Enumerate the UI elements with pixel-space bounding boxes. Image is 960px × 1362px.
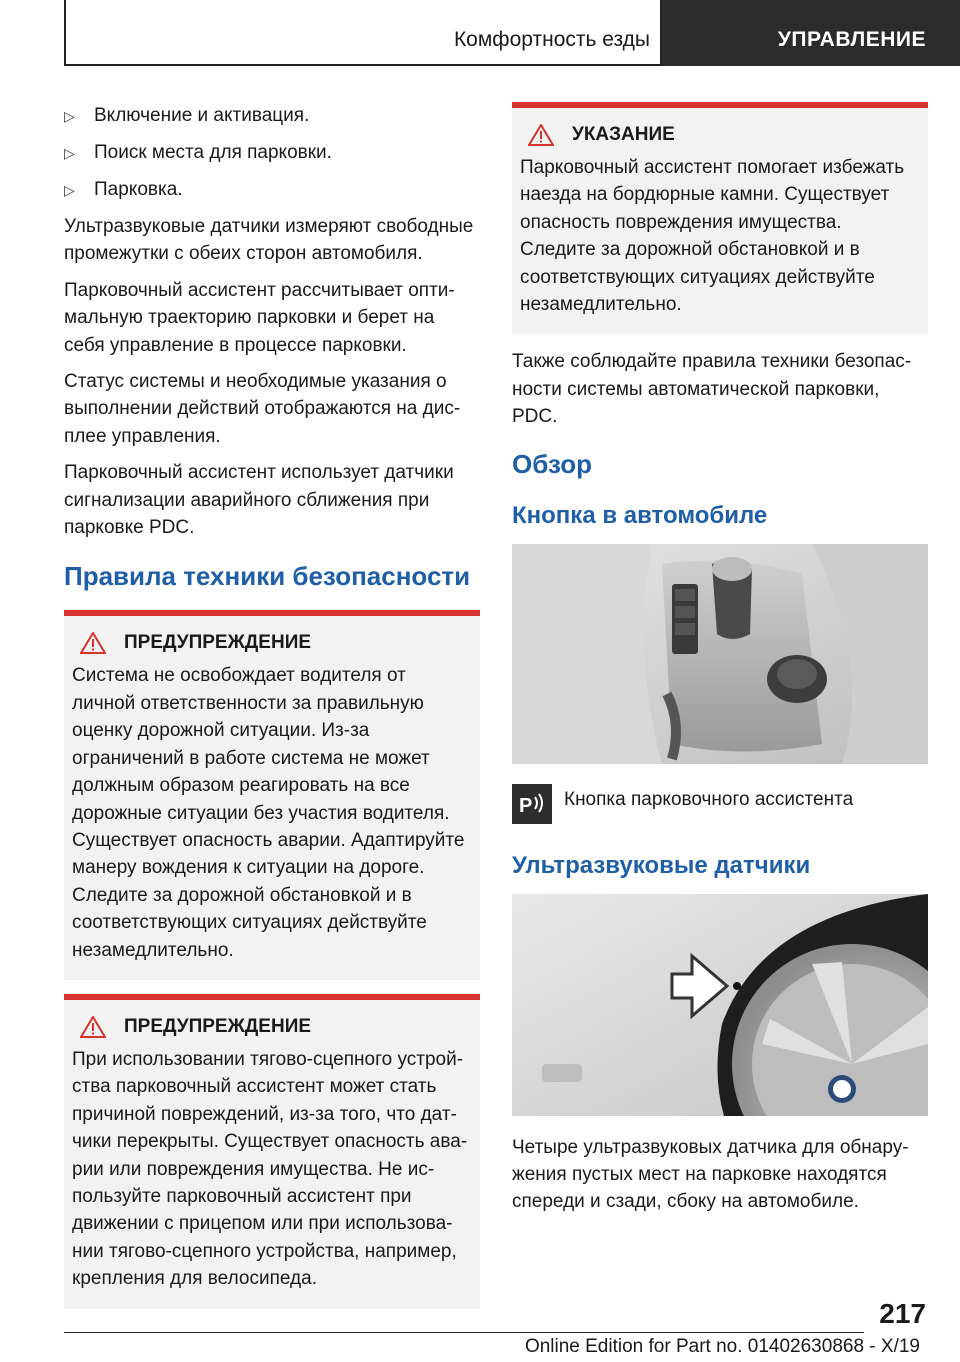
- button-caption-row: [512, 784, 928, 824]
- body-paragraph: Статус системы и необходимые указания о выполнении действий отображаются на дисплее управления.: [64, 371, 461, 447]
- warning-triangle-icon: [80, 632, 106, 654]
- footer-edition: Online Edition for Part no. 01402630868 - X/19: [524, 1336, 920, 1357]
- warning-title: ПРЕДУПРЕЖДЕНИЕ: [124, 1015, 312, 1037]
- sensors-heading: Ультразвуковые датчики: [512, 851, 811, 879]
- button-heading: Кнопка в автомобиле: [512, 501, 768, 529]
- list-item: [64, 139, 480, 167]
- page-number: 217: [879, 1298, 926, 1329]
- body-paragraph: Также соблюдайте правила техники безопасности системы автоматической парковки, PDC.: [512, 351, 912, 428]
- body-paragraph: Ультразвуковые датчики измеряют свободные промежутки с обеих сторон автомобиля.: [64, 216, 474, 265]
- warning-header: [80, 1016, 472, 1038]
- wheel-illustration: [512, 894, 928, 1116]
- warning-triangle-icon: [80, 1016, 106, 1038]
- sensors-paragraph: Четыре ультразвуковых датчика для обнаружения пустых мест на парковке находятся спереди и сзади, сбоку на автомобиле.: [512, 1136, 909, 1213]
- svg-text:P: P: [519, 794, 533, 817]
- list-item: [64, 102, 480, 130]
- warning-box: [64, 994, 480, 1309]
- triangle-bullet-icon: ▷: [64, 182, 75, 198]
- overview-heading: Обзор: [512, 448, 592, 479]
- body-paragraph: Парковочный ассистент использует датчики сигнализации аварийного сближения при парковке PDC.: [64, 462, 454, 539]
- left-column: [64, 102, 480, 1309]
- notice-title: УКАЗАНИЕ: [572, 124, 675, 145]
- notice-text: Парковочный ассистент помогает избежать наезда на бордюрные камни. Существует опасность повреждения имущества. Следите за дорожной обстановкой и в соответствующих ситуациях действуйте незамедлительно.: [520, 157, 905, 316]
- parking-assistant-button-icon: [512, 784, 552, 824]
- triangle-bullet-icon: ▷: [64, 145, 75, 161]
- notice-box: [512, 102, 928, 334]
- header-rule: [64, 64, 664, 66]
- header-chapter-title: УПРАВЛЕНИЕ: [777, 28, 926, 51]
- warning-box: [64, 610, 480, 979]
- console-photo: [512, 544, 928, 764]
- page-header: [0, 0, 960, 66]
- warning-text: Система не освобождает водителя от личной ответственности за правильную оценку дорожной ситуации. Из-за ограничений в работе система не может должным образом реагировать на все дорожные ситуации без участия водителя. Существует опасность аварии. Адаптируйте манеру вождения к ситуации на дороге. Следите за дорожной обстановкой и в соответствующих ситуациях действуйте незамедлительно.: [72, 665, 465, 961]
- header-section-title: Комфортность езды: [453, 28, 650, 51]
- list-item-text: Поиск места для парковки.: [94, 142, 332, 163]
- wheel-photo: [512, 894, 928, 1116]
- warning-triangle-icon: [528, 124, 554, 146]
- list-item: [64, 176, 480, 204]
- notice-header: [528, 124, 920, 146]
- warning-header: [80, 632, 472, 654]
- triangle-bullet-icon: ▷: [64, 108, 75, 124]
- button-caption: Кнопка парковочного ассистента: [564, 788, 854, 810]
- warning-title: ПРЕДУПРЕЖДЕНИЕ: [124, 632, 312, 654]
- list-item-text: Парковка.: [94, 179, 183, 200]
- safety-heading: Правила техники безопасности: [64, 561, 471, 592]
- header-divider-left: [64, 0, 66, 66]
- list-item-text: Включение и активация.: [94, 105, 310, 126]
- warning-text: При использовании тягово-сцепного устройства парковочный ассистент может стать причиной повреждений, из-за того, что датчики перекрыты. Существует опасность аварии или повреждения имущества. Не используйте парковочный ассистент при движении с прицепом или при использовании тягово-сцепного устройства, например, крепления для велосипеда.: [72, 1048, 468, 1290]
- right-column: [512, 102, 928, 1225]
- console-illustration: [512, 544, 928, 764]
- header-chapter-tab: [662, 0, 960, 66]
- body-paragraph: Парковочный ассистент рассчитывает оптимальную траекторию парковки и берет на себя управление в процессе парковки.: [64, 279, 455, 356]
- footer-rule: [64, 1332, 864, 1333]
